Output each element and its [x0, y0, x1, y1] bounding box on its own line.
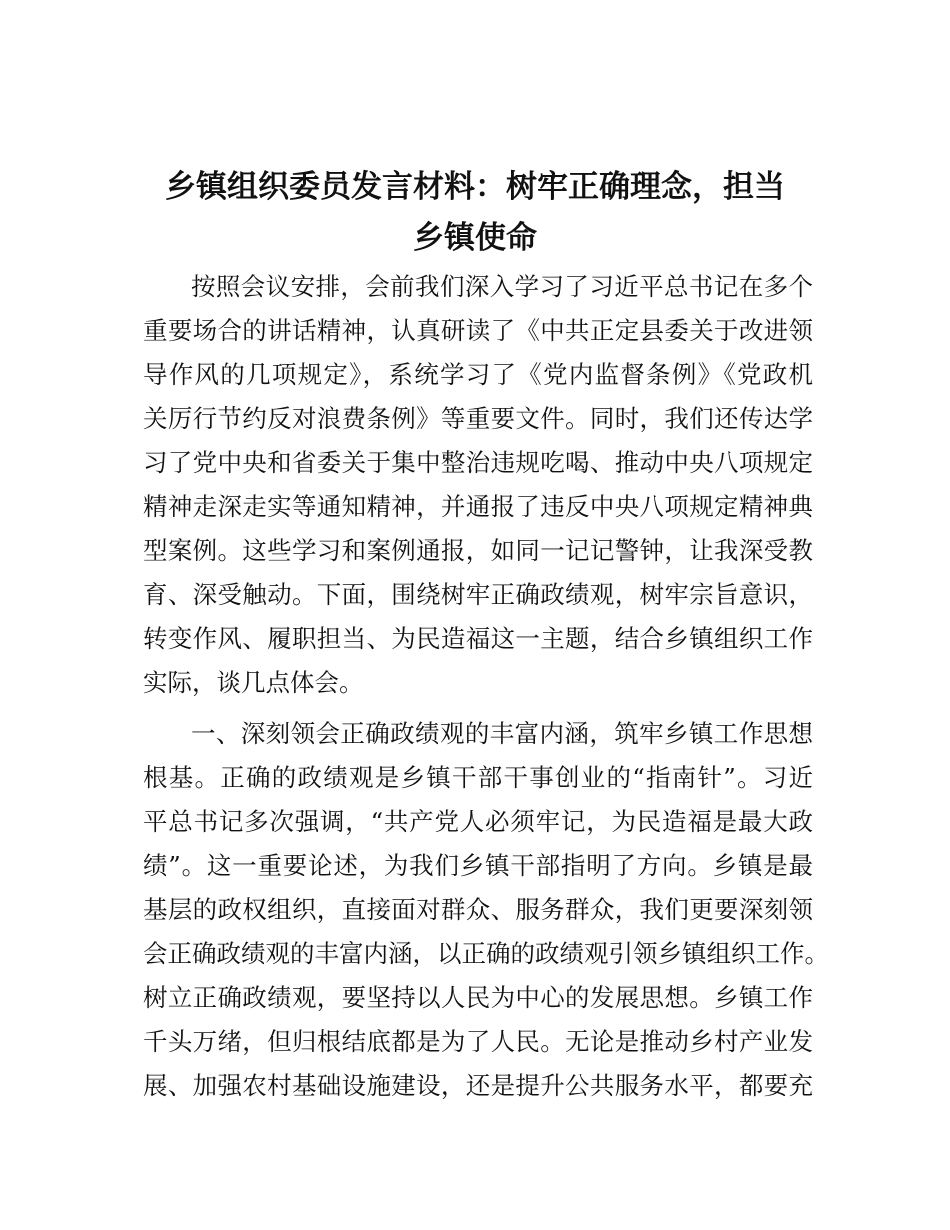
paragraph-1-line: 转变作风、履职担当、为民造福这一主题，结合乡镇组织工作: [143, 624, 813, 653]
paragraph-2-line: 树立正确政绩观，要坚持以人民为中心的发展思想。乡镇工作: [143, 983, 813, 1012]
paragraph-2-line: 平总书记多次强调，“共产党人必须牢记，为民造福是最大政: [143, 807, 813, 836]
paragraph-1-line: 育、深受触动。下面，围绕树牢正确政绩观，树牢宗旨意识，: [143, 580, 813, 609]
paragraph-1-line: 习了党中央和省委关于集中整治违规吃喝、推动中央八项规定: [143, 448, 813, 477]
paragraph-2-line: 会正确政绩观的丰富内涵，以正确的政绩观引领乡镇组织工作。: [143, 939, 829, 968]
title-line-1: 乡镇组织委员发言材料：树牢正确理念，担当: [165, 169, 785, 205]
paragraph-1-line: 重要场合的讲话精神，认真研读了《中共正定县委关于改进领: [143, 316, 813, 345]
paragraph-2-line: 展、加强农村基础设施建设，还是提升公共服务水平，都要充: [143, 1071, 813, 1100]
paragraph-1-line: 精神走深走实等通知精神，并通报了违反中央八项规定精神典: [143, 492, 813, 521]
paragraph-2-line: 千头万绪，但归根结底都是为了人民。无论是推动乡村产业发: [143, 1027, 813, 1056]
paragraph-1-line: 实际，谈几点体会。: [143, 668, 364, 697]
paragraph-1-line: 导作风的几项规定》，系统学习了《党内监督条例》《党政机: [143, 360, 813, 389]
document-title: [120, 162, 830, 264]
paragraph-1-line: 关厉行节约反对浪费条例》等重要文件。同时，我们还传达学: [143, 404, 813, 433]
paragraph-1-line: 按照会议安排，会前我们深入学习了习近平总书记在多个: [191, 272, 813, 301]
paragraph-2-line: 绩”。这一重要论述，为我们乡镇干部指明了方向。乡镇是最: [143, 851, 813, 880]
paragraph-2-line: 基层的政权组织，直接面对群众、服务群众，我们更要深刻领: [143, 895, 813, 924]
paragraph-1-line: 型案例。这些学习和案例通报，如同一记记警钟，让我深受教: [143, 536, 813, 565]
title-line-2: 乡镇使命: [413, 220, 537, 256]
paragraph-2-line: 根基。正确的政绩观是乡镇干部干事创业的“指南针”。习近: [143, 763, 813, 792]
paragraph-2-line: 一、深刻领会正确政绩观的丰富内涵，筑牢乡镇工作思想: [191, 719, 813, 748]
